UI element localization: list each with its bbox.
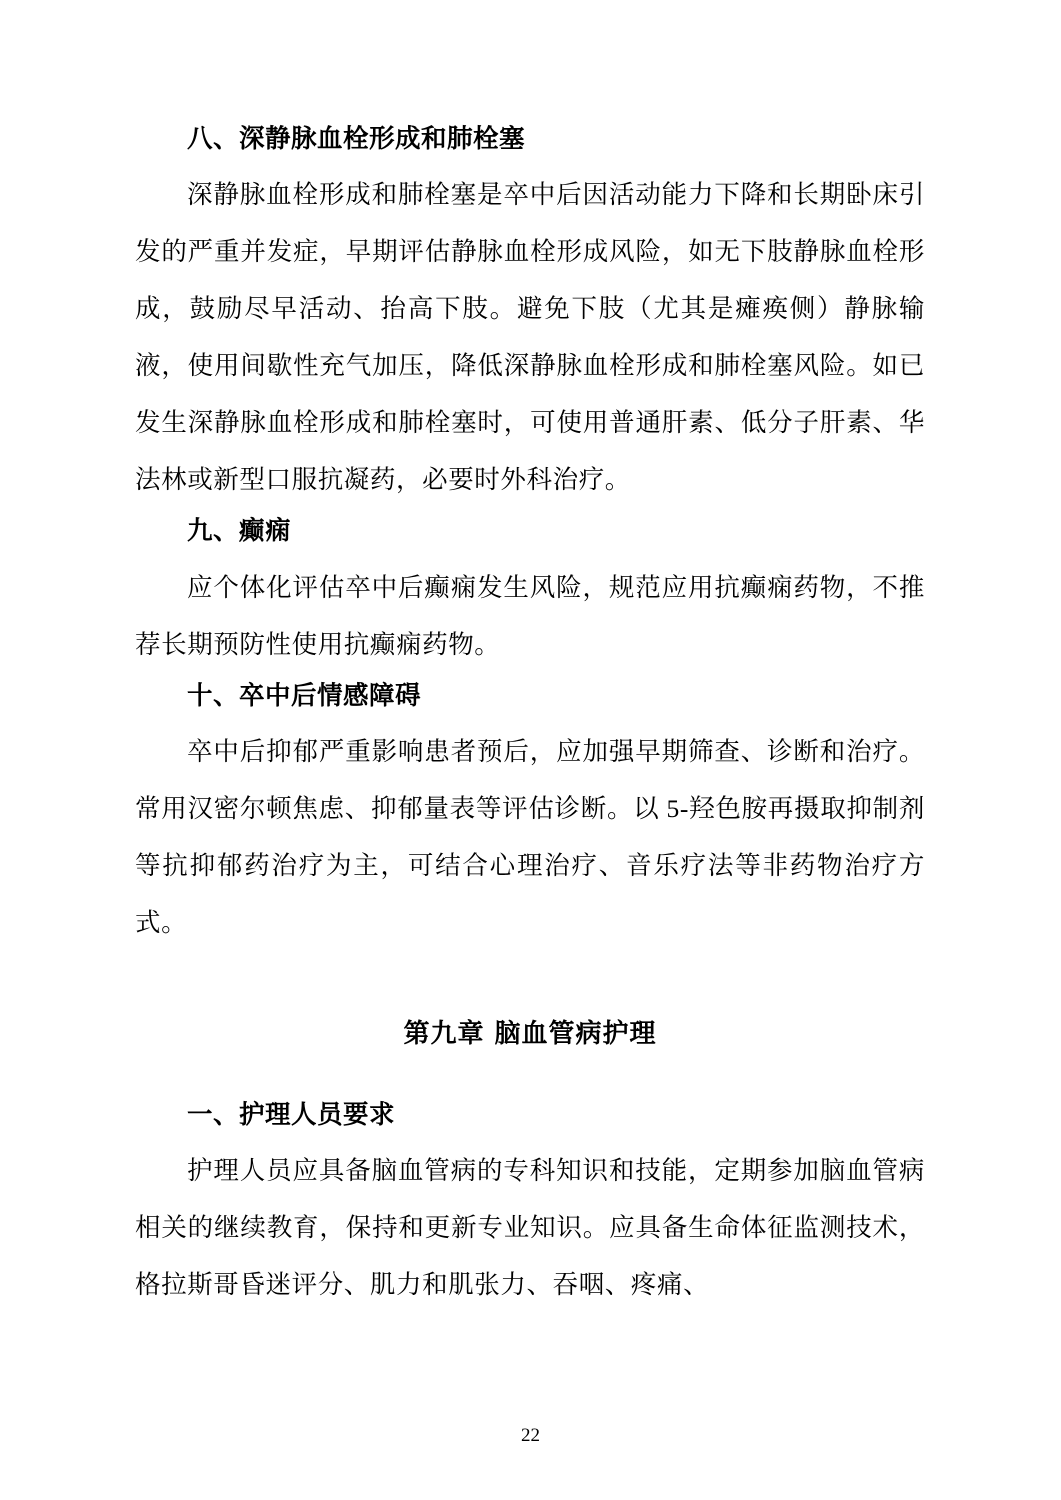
paragraph-dvt-pe: 深静脉血栓形成和肺栓塞是卒中后因活动能力下降和长期卧床引发的严重并发症，早期评估静脉血栓形成风险，如无下肢静脉血栓形成，鼓励尽早活动、抬高下肢。避免下肢（尤其是瘫痪侧）静脉输液，使用间歇性充气加压，降低深静脉血栓形成和肺栓塞风险。如已发生深静脉血栓形成和肺栓塞时，可使用普通肝素、低分子肝素、华法林或新型口服抗凝药，必要时外科治疗。 xyxy=(135,180,925,495)
paragraph-epilepsy: 应个体化评估卒中后癫痫发生风险，规范应用抗癫痫药物，不推荐长期预防性使用抗癫痫药物。 xyxy=(135,572,925,659)
section-heading-8: 八、深静脉血栓形成和肺栓塞 xyxy=(187,124,526,154)
page-number: 22 xyxy=(521,1425,540,1446)
chapter-title-9: 第九章 脑血管病护理 xyxy=(403,1018,657,1049)
section-heading-nursing-1: 一、护理人员要求 xyxy=(187,1099,396,1130)
spacer xyxy=(135,1050,925,1096)
paragraph-post-stroke-mood: 卒中后抑郁严重影响患者预后，应加强早期筛查、诊断和治疗。常用汉密尔顿焦虑、抑郁量表等评估诊断。以 5-羟色胺再摄取抑制剂等抗抑郁药治疗为主，可结合心理治疗、音乐疗法等非药物治疗方式。 xyxy=(135,736,925,937)
section-heading-9: 九、癫痫 xyxy=(187,516,292,547)
page-content xyxy=(135,120,925,1317)
paragraph-nursing-requirements: 护理人员应具备脑血管病的专科知识和技能，定期参加脑血管病相关的继续教育，保持和更新专业知识。应具备生命体征监测技术，格拉斯哥昏迷评分、肌力和肌张力、吞咽、疼痛、 xyxy=(135,1156,925,1299)
section-heading-10: 十、卒中后情感障碍 xyxy=(187,680,422,711)
